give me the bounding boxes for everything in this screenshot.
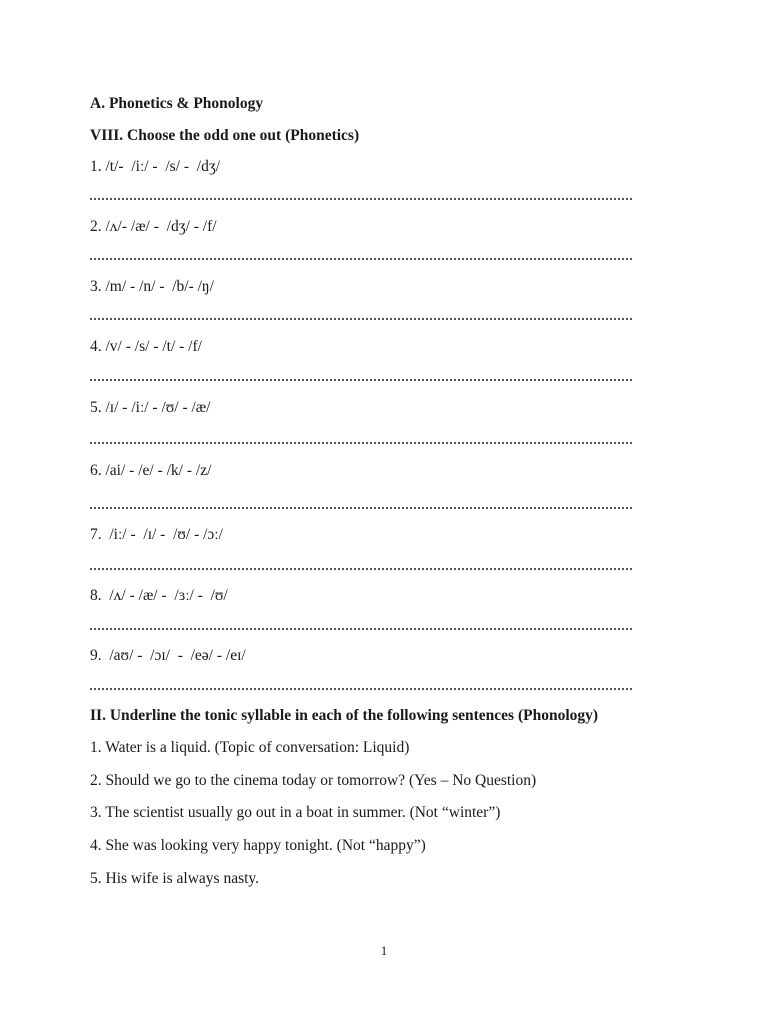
answer-line (90, 566, 632, 570)
question-item: 4. /v/ - /s/ - /t/ - /f/ (90, 338, 202, 355)
question-item: 7. /iː/ - /ɪ/ - /ʊ/ - /ɔː/ (90, 526, 223, 543)
answer-line (90, 440, 632, 444)
answer-line (90, 316, 632, 320)
sentence-item: 1. Water is a liquid. (Topic of conversation: Liquid) (90, 739, 410, 756)
answer-line (90, 626, 632, 630)
question-item: 9. /aʊ/ - /ɔɪ/ - /eə/ - /eɪ/ (90, 647, 246, 664)
question-item: 5. /ɪ/ - /iː/ - /ʊ/ - /æ/ (90, 399, 211, 416)
section-ii-title: II. Underline the tonic syllable in each of the following sentences (Phonology) (90, 707, 599, 724)
question-item: 1. /t/- /iː/ - /s/ - /dʒ/ (90, 158, 221, 175)
answer-line (90, 686, 632, 690)
section-a-title: A. Phonetics & Phonology (90, 95, 264, 112)
answer-line (90, 256, 632, 260)
answer-line (90, 196, 632, 200)
answer-line (90, 377, 632, 381)
sentence-item: 3. The scientist usually go out in a boat in summer. (Not “winter”) (90, 804, 501, 821)
question-item: 8. /ʌ/ - /æ/ - /ɜː/ - /ʊ/ (90, 587, 228, 604)
question-item: 2. /ʌ/- /æ/ - /dʒ/ - /f/ (90, 218, 217, 235)
question-item: 3. /m/ - /n/ - /b/- /ŋ/ (90, 278, 214, 295)
section-viii-title: VIII. Choose the odd one out (Phonetics) (90, 127, 360, 144)
sentence-item: 2. Should we go to the cinema today or tomorrow? (Yes – No Question) (90, 772, 537, 789)
question-item: 6. /ai/ - /e/ - /k/ - /z/ (90, 462, 212, 479)
sentence-item: 5. His wife is always nasty. (90, 870, 260, 887)
page-number: 1 (380, 943, 388, 958)
sentence-item: 4. She was looking very happy tonight. (Not “happy”) (90, 837, 426, 854)
answer-line (90, 505, 632, 509)
